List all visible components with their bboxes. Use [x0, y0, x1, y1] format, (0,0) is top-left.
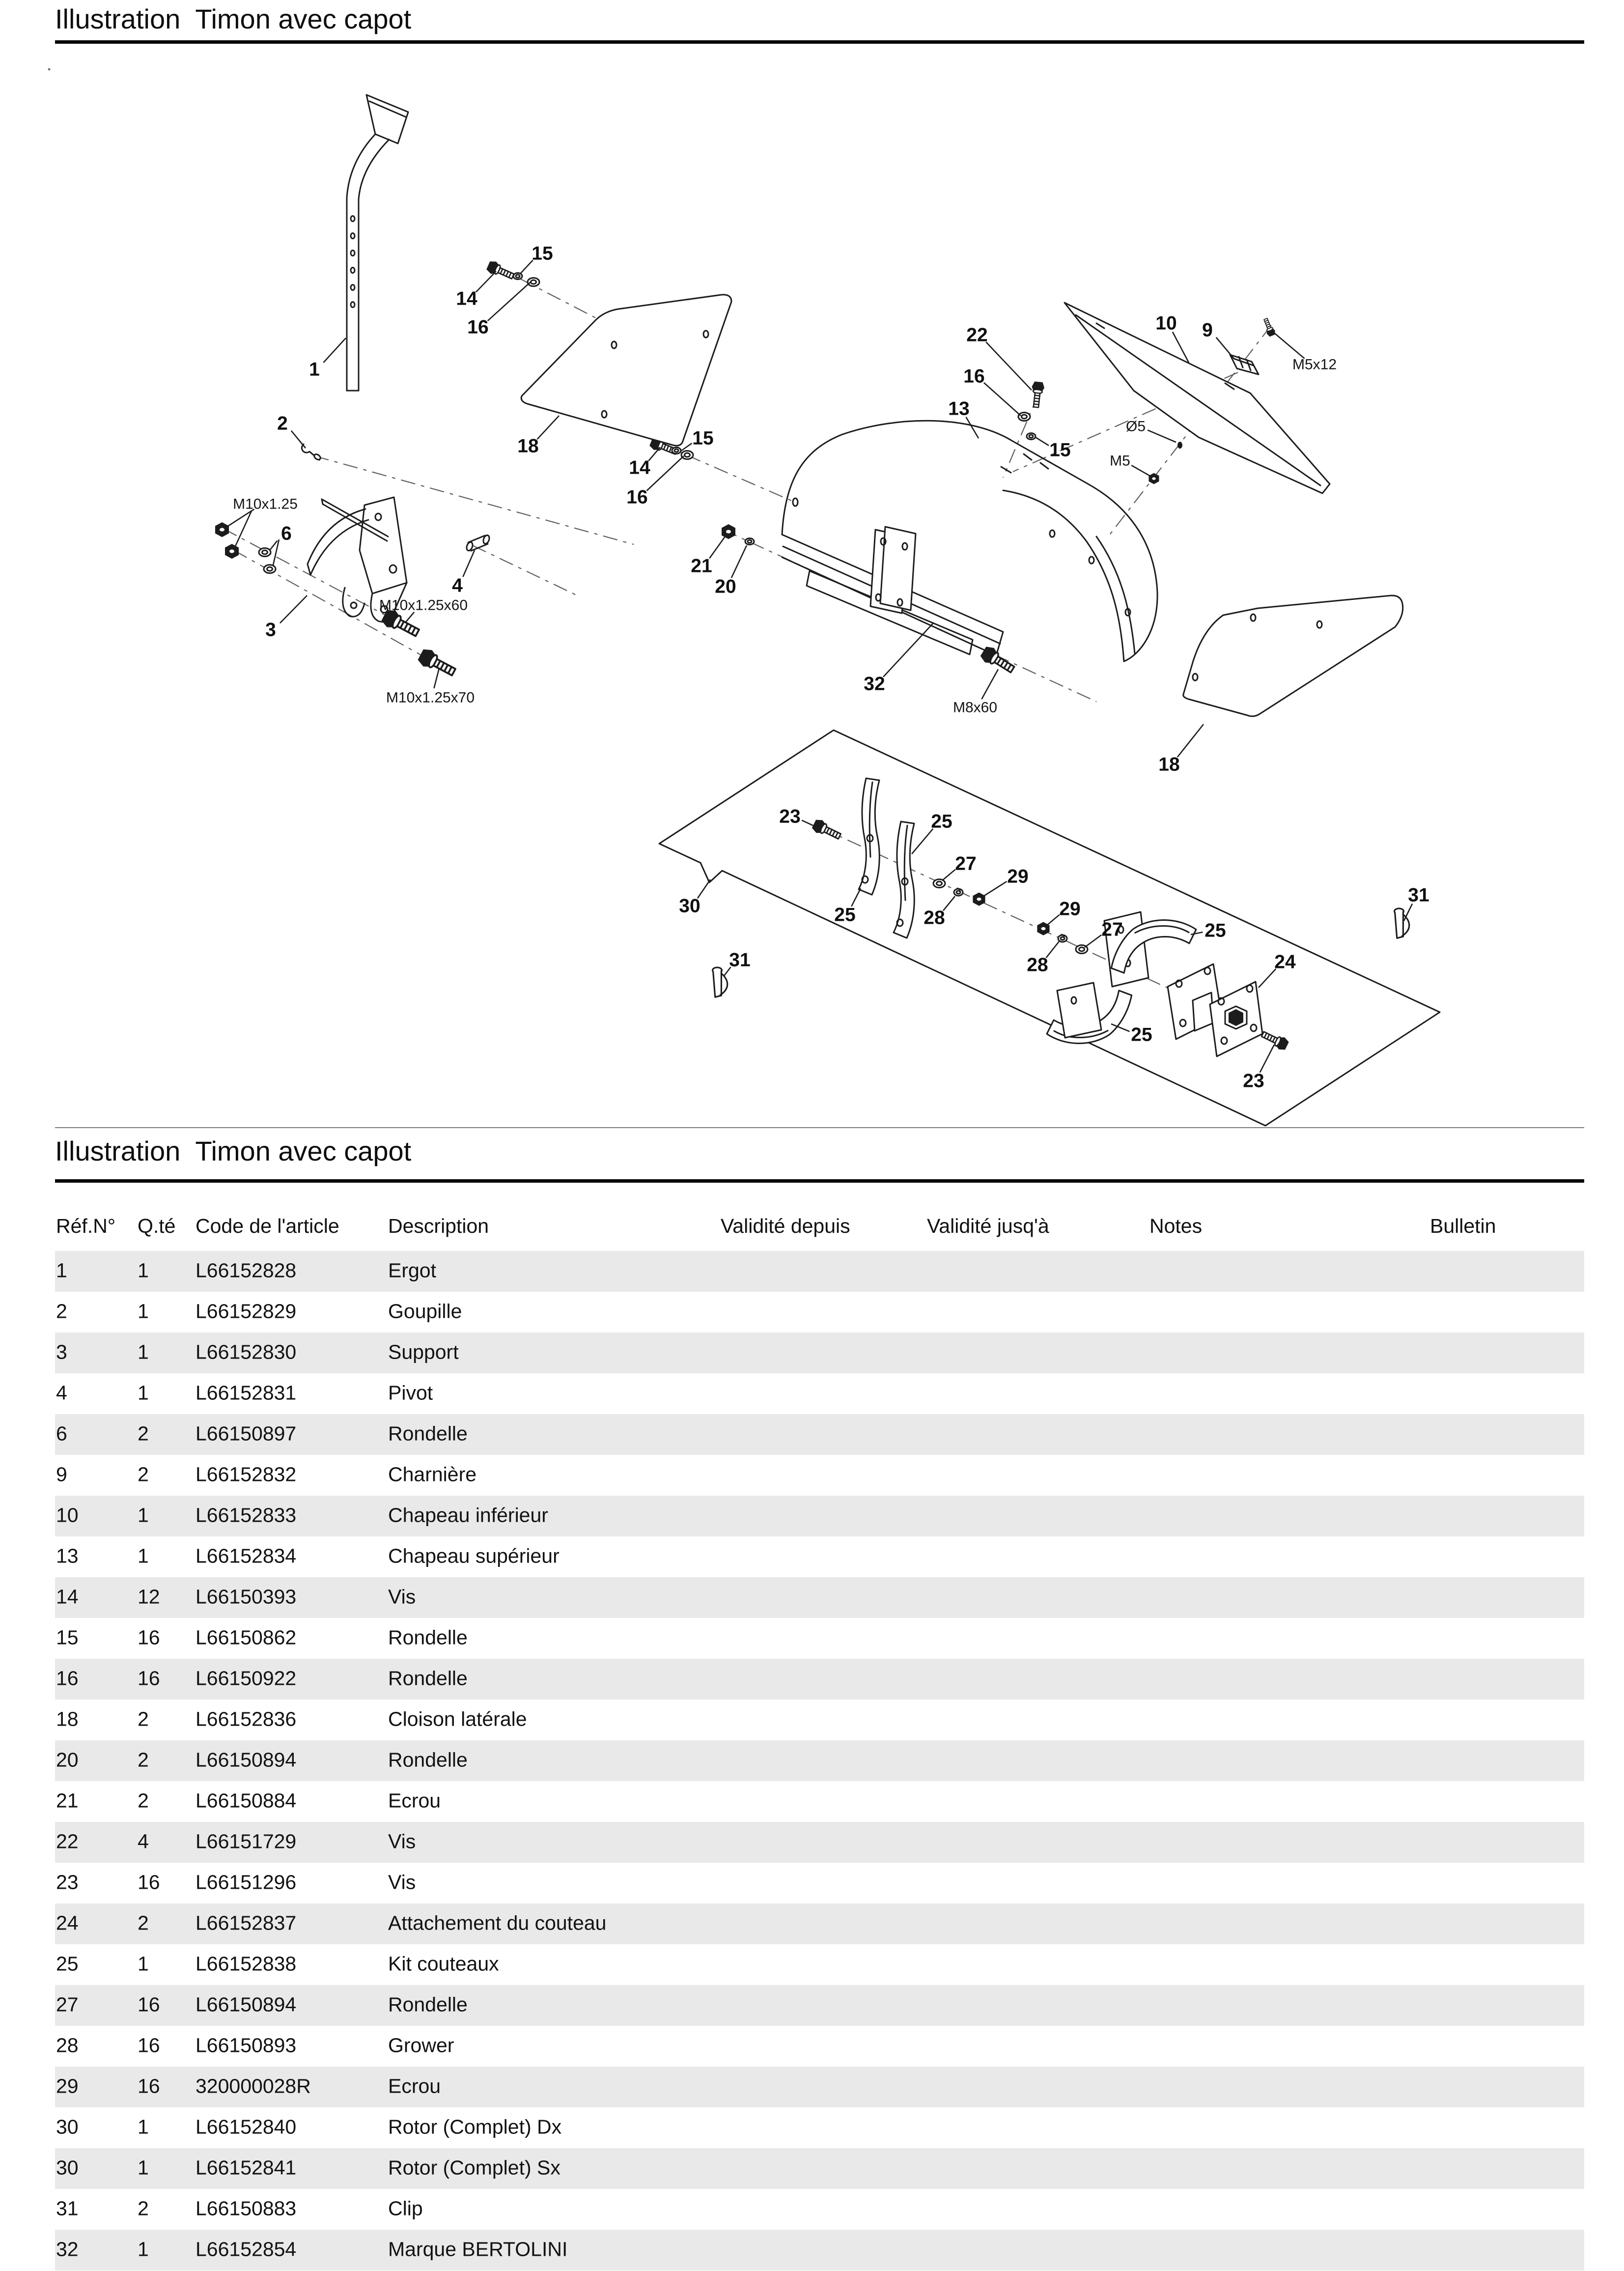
callout-label-25: 25 [834, 904, 856, 926]
cell-ref: 4 [56, 1381, 67, 1404]
cell-qty: 1 [138, 1544, 149, 1567]
table-row [55, 1577, 1584, 1618]
callout-leader-18 [537, 416, 559, 439]
callout-label-4: 4 [452, 575, 463, 596]
callout-leader-22 [986, 342, 1032, 390]
section-title: Illustration Timon avec capot [55, 1136, 412, 1166]
table-row [55, 1414, 1584, 1455]
cell-desc: Rotor (Complet) Dx [388, 2115, 562, 2138]
table-row [55, 1292, 1584, 1333]
part-timon [347, 95, 408, 391]
cell-ref: 24 [56, 1911, 79, 1934]
callout-label-18: 18 [517, 435, 539, 457]
table-row [55, 1863, 1584, 1903]
table-row [55, 1659, 1584, 1700]
callout-label-29: 29 [1007, 866, 1029, 887]
callout-label-1: 1 [309, 359, 320, 380]
part-couteau-1 [859, 778, 879, 895]
callout-label-15: 15 [1049, 439, 1071, 461]
cell-qty: 2 [138, 1748, 149, 1771]
part-pivot [466, 535, 490, 552]
cell-desc: Attachement du couteau [388, 1911, 607, 1934]
col-ref: Réf.N° [56, 1215, 116, 1237]
callout-label-16: 16 [963, 366, 985, 387]
parts-table-header [55, 1215, 1584, 1244]
cell-code: L66152836 [196, 1707, 297, 1731]
callout-leader-27 [1085, 935, 1101, 947]
cell-code: L66152838 [196, 1952, 297, 1975]
cell-code: 320000028R [196, 2074, 311, 2098]
cell-desc: Marque BERTOLINI [388, 2238, 568, 2261]
callout-label-M5: M5 [1110, 453, 1130, 469]
callout-label-M10x1.25x60: M10x1.25x60 [379, 597, 468, 614]
cell-code: L66152833 [196, 1504, 297, 1527]
cell-qty: 2 [138, 2197, 149, 2220]
callout-leader-16 [984, 383, 1021, 416]
cell-qty: 1 [138, 1952, 149, 1975]
callout-leader-16 [646, 456, 684, 491]
cell-qty: 1 [138, 1259, 149, 1282]
callout-label-16: 16 [626, 486, 648, 508]
table-row [55, 1781, 1584, 1822]
parts-table-body [55, 1251, 1584, 2271]
part-clip-droite [1395, 908, 1409, 938]
cell-desc: Cloison latérale [388, 1707, 527, 1731]
table-row [55, 1740, 1584, 1781]
callout-label-21: 21 [691, 555, 712, 577]
cell-desc: Support [388, 1340, 459, 1363]
callout-label-31: 31 [1408, 884, 1429, 906]
cell-code: L66150897 [196, 1422, 297, 1445]
callout-leader-14 [476, 271, 496, 292]
callout-leader-25 [912, 829, 933, 854]
col-notes: Notes [1149, 1215, 1203, 1237]
cell-code: L66152828 [196, 1259, 297, 1282]
table-row [55, 1496, 1584, 1536]
table-row [55, 1333, 1584, 1373]
table-row [55, 1618, 1584, 1659]
cell-desc: Rondelle [388, 1422, 468, 1445]
section-rule-thick [55, 1179, 1584, 1183]
cell-code: L66152834 [196, 1544, 297, 1567]
table-row [55, 1944, 1584, 1985]
cell-qty: 1 [138, 1300, 149, 1323]
cell-qty: 16 [138, 1871, 160, 1894]
cell-desc: Vis [388, 1830, 416, 1853]
col-bulletin: Bulletin [1430, 1215, 1496, 1237]
col-validite-depuis: Validité depuis [721, 1215, 850, 1237]
cell-ref: 13 [56, 1544, 79, 1567]
cell-code: L66150893 [196, 2034, 297, 2057]
page-title: Illustration Timon avec capot [55, 3, 412, 34]
part-attachement-couteau [1168, 964, 1262, 1056]
cell-ref: 25 [56, 1952, 79, 1975]
callout-label-15: 15 [532, 243, 553, 264]
cell-qty: 2 [138, 1789, 149, 1812]
callout-label-31: 31 [729, 949, 751, 971]
cell-desc: Chapeau supérieur [388, 1544, 560, 1567]
cell-qty: 1 [138, 1504, 149, 1527]
cell-code: L66150894 [196, 1993, 297, 2016]
cell-desc: Goupille [388, 1300, 462, 1323]
cell-desc: Charnière [388, 1463, 477, 1486]
table-row [55, 2067, 1584, 2107]
part-charniere [1230, 355, 1259, 374]
callout-label-2: 2 [277, 413, 288, 434]
part-couteau-2 [894, 822, 914, 938]
callout-leader-M10x1.25x60 [406, 612, 414, 622]
cell-qty: 16 [138, 2034, 160, 2057]
callout-leader-M10x1.25x70 [434, 668, 439, 688]
table-row [55, 2107, 1584, 2148]
callout-leader-M5 [1131, 465, 1149, 476]
callout-label-24: 24 [1274, 951, 1296, 973]
cell-ref: 15 [56, 1626, 79, 1649]
cell-ref: 1 [56, 1259, 67, 1282]
cell-qty: 1 [138, 2156, 149, 2179]
callout-leader-20 [731, 545, 747, 578]
callout-label-M8x60: M8x60 [952, 699, 998, 716]
callout-leader-9 [1216, 338, 1234, 359]
callout-label-23: 23 [779, 806, 801, 827]
cell-desc: Rotor (Complet) Sx [388, 2156, 560, 2179]
part-chapeau-superieur [782, 418, 1157, 661]
callout-label-10: 10 [1155, 312, 1177, 334]
callout-label-9: 9 [1202, 319, 1213, 341]
callout-label-18: 18 [1158, 754, 1180, 775]
table-row [55, 1822, 1584, 1863]
cell-code: L66150883 [196, 2197, 297, 2220]
cell-desc: Pivot [388, 1381, 433, 1404]
cell-desc: Rondelle [388, 1993, 468, 2016]
cell-ref: 6 [56, 1422, 67, 1445]
callout-leader-Ø5 [1148, 430, 1176, 442]
cell-code: L66150862 [196, 1626, 297, 1649]
col-qty: Q.té [138, 1215, 176, 1237]
table-row [55, 2026, 1584, 2067]
cell-code: L66151729 [196, 1830, 297, 1853]
cell-qty: 2 [138, 1422, 149, 1445]
callout-leader-1 [323, 338, 346, 363]
col-code: Code de l'article [196, 1215, 339, 1237]
table-row [55, 2148, 1584, 2189]
cell-ref: 28 [56, 2034, 79, 2057]
cell-code: L66150884 [196, 1789, 297, 1812]
cell-ref: 14 [56, 1585, 79, 1608]
part-cloison-droite [1183, 596, 1403, 716]
cell-qty: 4 [138, 1830, 149, 1853]
table-row [55, 1985, 1584, 2026]
table-row [55, 1455, 1584, 1496]
callout-leader-29 [983, 881, 1007, 896]
cell-qty: 2 [138, 1463, 149, 1486]
callout-leader-31 [1404, 904, 1412, 921]
cell-qty: 16 [138, 1993, 160, 2016]
callout-leader-24 [1259, 969, 1276, 988]
callout-label-23: 23 [1243, 1070, 1264, 1092]
cell-ref: 10 [56, 1504, 79, 1527]
cell-code: L66152840 [196, 2115, 297, 2138]
cell-qty: 1 [138, 1340, 149, 1363]
callout-leader-13 [966, 417, 979, 438]
cell-code: L66150894 [196, 1748, 297, 1771]
table-row [55, 1251, 1584, 1292]
table-row [55, 1373, 1584, 1414]
cell-code: L66152830 [196, 1340, 297, 1363]
callout-label-32: 32 [864, 673, 885, 695]
cell-ref: 2 [56, 1300, 67, 1323]
cell-desc: Vis [388, 1585, 416, 1608]
callout-label-15: 15 [692, 427, 714, 449]
cell-desc: Clip [388, 2197, 423, 2220]
callout-label-28: 28 [1027, 954, 1048, 976]
callout-leader-M5x12 [1273, 332, 1305, 359]
cell-qty: 16 [138, 2074, 160, 2098]
cell-desc: Chapeau inférieur [388, 1504, 548, 1527]
cell-ref: 31 [56, 2197, 79, 2220]
table-row [55, 1700, 1584, 1740]
col-validite-jusqua: Validité jusq'à [927, 1215, 1049, 1237]
callout-leader-32 [883, 623, 933, 677]
callout-leader-18 [1177, 724, 1204, 757]
part-clip-gauche [713, 967, 728, 997]
table-row [55, 1536, 1584, 1577]
cell-ref: 30 [56, 2156, 79, 2179]
callout-label-30: 30 [679, 895, 700, 917]
section-rule-thin [55, 1127, 1584, 1128]
callout-label-Ø5: Ø5 [1125, 418, 1146, 435]
callout-label-3: 3 [265, 619, 276, 641]
cell-ref: 29 [56, 2074, 79, 2098]
callout-leader-4 [463, 550, 475, 577]
callout-leader-3 [280, 596, 307, 623]
callout-leader-15 [681, 443, 692, 451]
part-chapeau-inferieur [1064, 303, 1330, 493]
cell-code: L66152837 [196, 1911, 297, 1934]
cell-ref: 30 [56, 2115, 79, 2138]
callout-label-14: 14 [456, 288, 477, 310]
callout-label-M10x1.25: M10x1.25 [233, 496, 298, 512]
cell-code: L66152854 [196, 2238, 297, 2261]
callout-leader-M8x60 [981, 669, 998, 699]
callout-label-M5x12: M5x12 [1292, 356, 1337, 373]
cell-desc: Vis [388, 1871, 416, 1894]
callout-label-25: 25 [931, 811, 952, 832]
callout-leader-23 [1260, 1045, 1274, 1073]
cell-ref: 23 [56, 1871, 79, 1894]
callout-leader-16 [488, 282, 531, 321]
cell-qty: 1 [138, 1381, 149, 1404]
callout-leader-6 [270, 540, 278, 550]
cell-code: L66152832 [196, 1463, 297, 1486]
cell-desc: Ecrou [388, 1789, 441, 1812]
cell-qty: 1 [138, 2238, 149, 2261]
table-row [55, 1903, 1584, 1944]
callout-leader-29 [1046, 915, 1060, 926]
callout-leader-2 [291, 431, 306, 448]
cell-desc: Ergot [388, 1259, 436, 1282]
cell-code: L66152829 [196, 1300, 297, 1323]
callout-label-16: 16 [467, 316, 489, 338]
cell-desc: Rondelle [388, 1626, 468, 1649]
callout-label-27: 27 [1101, 919, 1123, 940]
cell-qty: 2 [138, 1707, 149, 1731]
cell-qty: 1 [138, 2115, 149, 2138]
cell-ref: 27 [56, 1993, 79, 2016]
callout-leader-25 [851, 888, 861, 907]
callout-leader-15 [521, 260, 533, 273]
cell-desc: Ecrou [388, 2074, 441, 2098]
col-desc: Description [388, 1215, 489, 1237]
callout-label-20: 20 [715, 576, 736, 597]
cell-desc: Rondelle [388, 1667, 468, 1690]
cell-qty: 12 [138, 1585, 160, 1608]
cell-ref: 20 [56, 1748, 79, 1771]
table-row [55, 2230, 1584, 2271]
cell-desc: Kit couteaux [388, 1952, 499, 1975]
cell-ref: 3 [56, 1340, 67, 1363]
cell-code: L66152831 [196, 1381, 297, 1404]
callout-leader-27 [942, 870, 955, 880]
cell-desc: Grower [388, 2034, 454, 2057]
cell-qty: 2 [138, 1911, 149, 1934]
cell-desc: Rondelle [388, 1748, 468, 1771]
cell-code: L66150922 [196, 1667, 297, 1690]
callout-label-27: 27 [955, 853, 977, 875]
cell-code: L66150393 [196, 1585, 297, 1608]
cell-code: L66152841 [196, 2156, 297, 2179]
callout-label-M10x1.25x70: M10x1.25x70 [386, 689, 475, 706]
callout-label-25: 25 [1131, 1024, 1152, 1046]
cell-qty: 16 [138, 1626, 160, 1649]
cell-ref: 21 [56, 1789, 79, 1812]
exploded-parts-diagram [0, 0, 1624, 1130]
table-row [55, 2189, 1584, 2230]
cell-ref: 32 [56, 2238, 79, 2261]
cell-ref: 22 [56, 1830, 79, 1853]
cell-qty: 16 [138, 1667, 160, 1690]
callout-label-14: 14 [629, 457, 650, 479]
callout-label-28: 28 [924, 907, 945, 929]
cell-code: L66151296 [196, 1871, 297, 1894]
callout-label-22: 22 [966, 324, 988, 346]
cell-ref: 9 [56, 1463, 67, 1486]
callout-leader-15 [1036, 437, 1049, 446]
callout-label-6: 6 [281, 523, 292, 544]
callout-label-25: 25 [1204, 920, 1226, 941]
callout-label-29: 29 [1059, 898, 1081, 920]
cell-ref: 18 [56, 1707, 79, 1731]
cell-ref: 16 [56, 1667, 79, 1690]
callout-label-13: 13 [948, 398, 970, 420]
